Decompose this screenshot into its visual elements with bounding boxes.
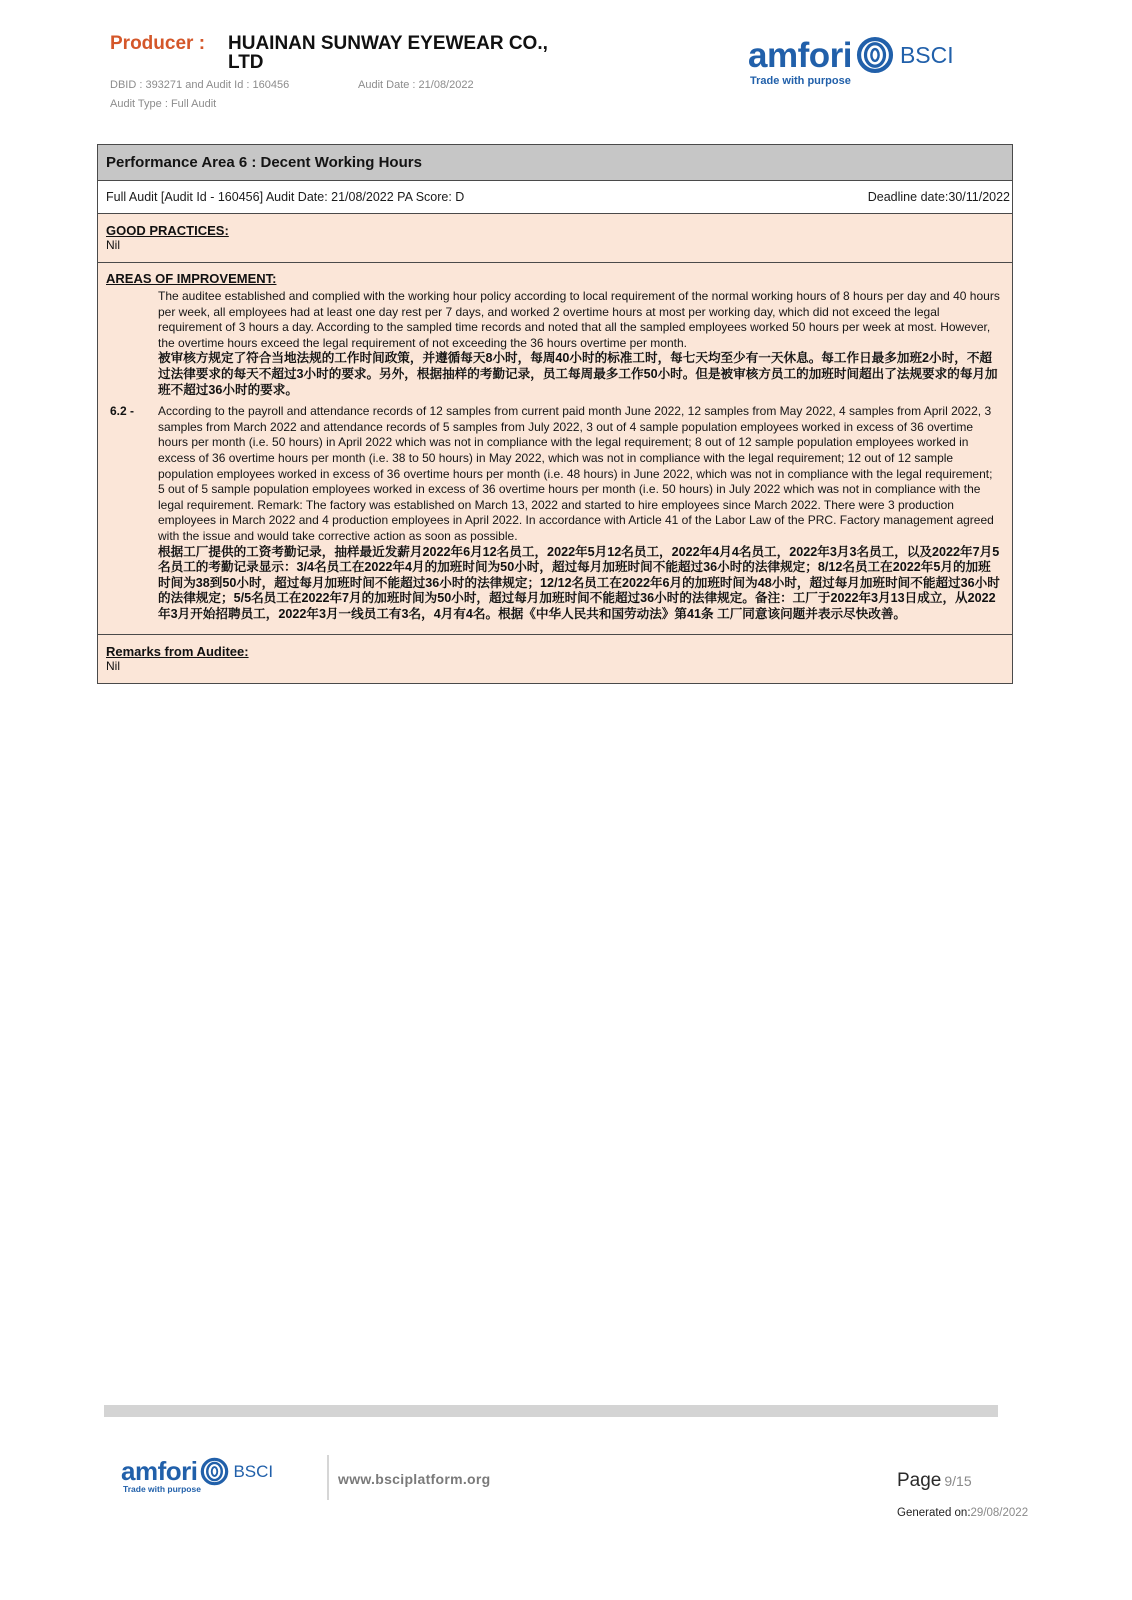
logo-tagline: Trade with purpose: [123, 1484, 201, 1494]
amfori-rings-icon-graphic: [856, 36, 894, 74]
item-text-chinese: 根据工厂提供的工资考勤记录，抽样最近发薪月2022年6月12名员工，2022年5月12名员工，2022年4月4名员工，2022年3月3名员工，以及2022年7月5名员工的考勤记录显示：3/4名员工在2022年4月的加班时间为50小时，超过每月加班时间不能超过36小时的法律规定；8/12名员工在2022年5月的加班时间为38到50小时，超过每月加班时间不能超过36小时的法律规定；12/12名员工在2022年6月的加班时间为48小时，超过每月加班时间不能超过36小时的法律规定；5/5名员工在2022年7月的加班时间为50小时，超过每月加班时间不能超过36小时的法律规定。备注：工厂于2022年3月13日成立，从2022年3月开始招聘员工，2022年3月一线员工有3名，4月有4名。根据《中华人民共和国劳动法》第41条 工厂同意该问题并表示尽快改善。: [158, 544, 1000, 621]
audit-info-row: [98, 181, 1012, 214]
amfori-rings-icon: [200, 1457, 229, 1486]
generated-on: [897, 1506, 1028, 1520]
amfori-bsci-logo: [748, 35, 954, 87]
generated-date: 29/08/2022: [970, 1507, 1029, 1519]
footer-divider-bar: [104, 1405, 998, 1417]
remarks-block: [98, 635, 1012, 683]
bsci-wordmark: BSCI: [899, 41, 954, 68]
footer-amfori-bsci-logo: [121, 1455, 273, 1494]
generated-label: Generated on:: [897, 1507, 971, 1519]
footer-website: www.bsciplatform.org: [338, 1471, 491, 1487]
amfori-rings-icon-graphic: [200, 1457, 229, 1486]
item-text-chinese: 被审核方规定了符合当地法规的工作时间政策，并遵循每天8小时，每周40小时的标准工时，每七天均至少有一天休息。每工作日最多加班2小时，不超过法律要求的每天不超过3小时的要求。另外，根据抽样的考勤记录，员工每周最多工作50小时。但是被审核方员工的加班时间超出了法规要求的每月加班不超过36小时的要求。: [158, 351, 998, 397]
footer-separator: [327, 1455, 329, 1500]
amfori-wordmark: amfori: [121, 1456, 198, 1486]
areas-of-improvement-block: [98, 263, 1012, 635]
item-body: [158, 289, 1002, 398]
remarks-heading: Remarks from Auditee:: [106, 644, 249, 660]
item-text-english: The auditee established and complied with the working hour policy according to local requirement of the normal working hours of 8 hours per day and 40 hours per week, all employees had at least one day rest per 7 days, and worked 2 overtime hours at most per working day, which did not exceed the legal requirement of 3 hours a day. According to the sampled time records and noted that all the sampled employees worked 50 hours per week at most. However, the overtime hours exceed the legal requirement of not exceeding the 36 hours overtime per month.: [158, 289, 1000, 350]
bsci-wordmark: BSCI: [233, 1461, 274, 1481]
logo-row: [121, 1455, 273, 1487]
performance-area-section: [97, 144, 1013, 684]
improvement-item: [106, 289, 1002, 398]
producer-label: Producer :: [110, 33, 206, 54]
improvement-item: [106, 404, 1002, 622]
producer-name: HUAINAN SUNWAY EYEWEAR CO., LTD: [228, 33, 548, 73]
areas-of-improvement-heading: AREAS OF IMPROVEMENT:: [106, 271, 277, 286]
amfori-wordmark: amfori: [748, 35, 852, 75]
audit-date: Audit Date : 21/08/2022: [358, 79, 474, 91]
item-number: 6.2 -: [110, 404, 135, 419]
section-title: Performance Area 6 : Decent Working Hours: [98, 145, 1012, 181]
dbid-audit-id: DBID : 393271 and Audit Id : 160456: [110, 79, 290, 91]
item-body: [158, 404, 1002, 622]
logo-tagline: Trade with purpose: [750, 75, 851, 87]
audit-type: Audit Type : Full Audit: [110, 98, 217, 110]
good-practices-block: [98, 214, 1012, 263]
page-label: Page: [897, 1470, 942, 1491]
remarks-text: Nil: [106, 659, 120, 674]
page-indicator: [897, 1470, 972, 1493]
item-text-english: According to the payroll and attendance records of 12 samples from current paid month June 2022, 12 samples from May 2022, 4 samples from April 2022, 3 samples from March 2022 and attendance records of 5 samples from July 2022, 3 out of 4 sample population employees worked in excess of 36 overtime hours per month (i.e. 50 hours) in April 2022 which was not in compliance with the legal requirement; 8 out of 12 sample population employees worked in excess of 36 overtime hours per month (i.e. 38 to 50 hours) in May 2022, which was not in compliance with the legal requirement; 12 out of 12 sample population employees worked in excess of 36 overtime hours per month (i.e. 48 hours) in June 2022, which was not in compliance with the legal requirement; 5 out of 5 sample population employees worked in excess of 36 overtime hours per month (i.e. 50 hours) in July 2022 which was not in compliance with the legal requirement. Remark: The factory was established on March 13, 2022 and started to hire employees since March 2022. There were 3 production employees in March 2022 and 4 production employees in April 2022. In accordance with Article 41 of the Labor Law of the PRC. Factory management agreed with the issue and would take corrective action as soon as possible.: [158, 404, 994, 543]
deadline-date: Deadline date:30/11/2022: [867, 190, 1010, 204]
good-practices-text: Nil: [106, 238, 120, 252]
audit-summary: Full Audit [Audit Id - 160456] Audit Date: 21/08/2022 PA Score: D: [106, 190, 465, 204]
page-number: 9/15: [944, 1473, 972, 1489]
logo-row: [748, 35, 954, 75]
amfori-rings-icon: [856, 36, 894, 74]
good-practices-heading: GOOD PRACTICES:: [106, 223, 229, 238]
item-number: [106, 289, 158, 398]
